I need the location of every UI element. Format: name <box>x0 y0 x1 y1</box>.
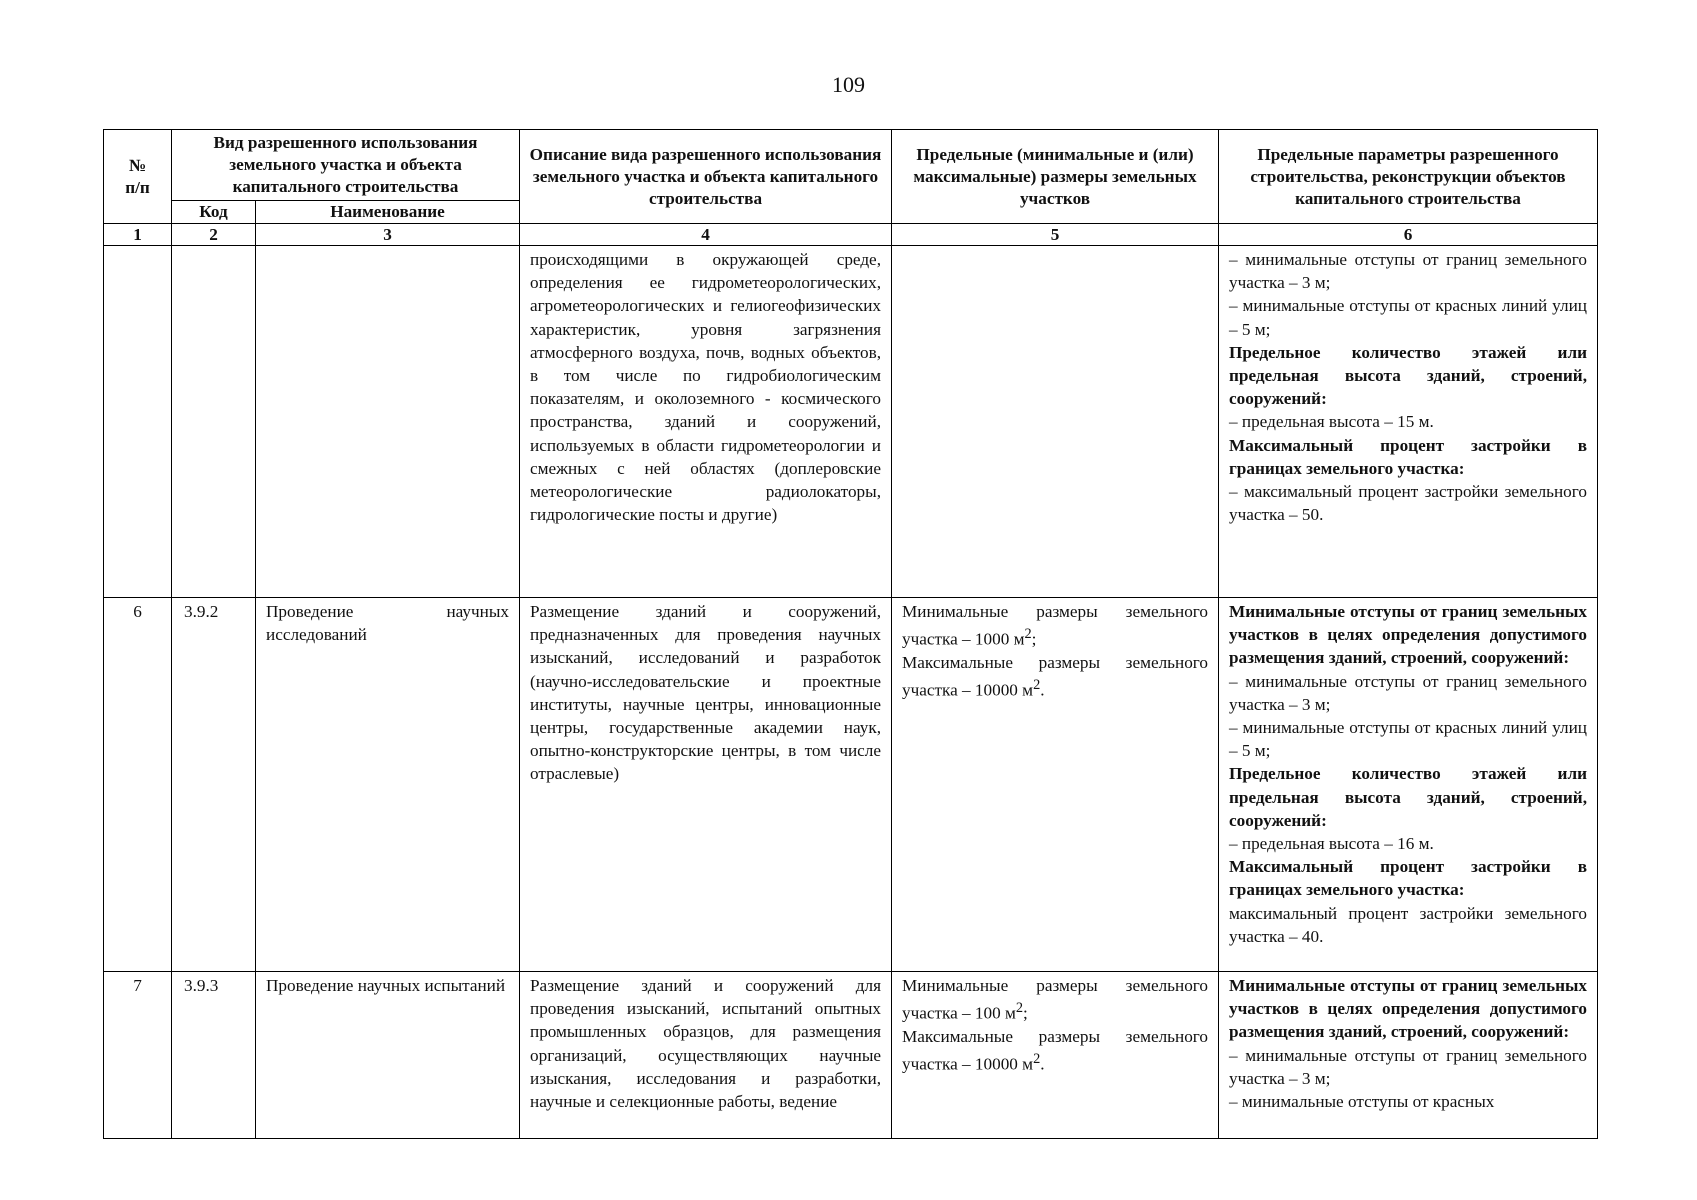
size-max-tail: . <box>1040 1055 1045 1075</box>
param-heading: Предельное количество этажей или предельная высота зданий, строений, сооружений: <box>1229 764 1587 830</box>
header-plot-size: Предельные (минимальные и (или) максимальные) размеры земельных участков <box>892 130 1219 224</box>
size-min-tail: ; <box>1023 1003 1028 1023</box>
column-number: 3 <box>256 224 520 246</box>
row-name: Проведение научных испытаний <box>256 972 520 1139</box>
row-build-params <box>1219 246 1598 598</box>
row-plot-size <box>892 972 1219 1139</box>
size-line <box>902 651 1208 702</box>
size-max-sup: 2 <box>1033 677 1041 694</box>
param-line: – минимальные отступы от границ земельного участка – 3 м; <box>1229 250 1587 293</box>
size-min-text: Минимальные размеры земельного участка – 100 м <box>902 976 1208 1023</box>
header-description: Описание вида разрешенного использования земельного участка и объекта капитального строительства <box>520 130 892 224</box>
size-min-sup: 2 <box>1024 626 1032 643</box>
row-code: 3.9.2 <box>172 598 256 972</box>
param-line: – минимальные отступы от границ земельного участка – 3 м; <box>1229 1045 1587 1088</box>
header-num-line1: № <box>128 155 147 175</box>
table-row-7 <box>104 972 1598 1139</box>
header-num-line2: п/п <box>125 177 150 197</box>
size-min-sup: 2 <box>1015 1000 1024 1017</box>
size-min-tail: ; <box>1031 629 1037 649</box>
column-number: 4 <box>520 224 892 246</box>
param-heading: Минимальные отступы от границ земельных участков в целях определения допустимого размещения зданий, строений, сооружений: <box>1229 602 1587 668</box>
column-number: 5 <box>892 224 1219 246</box>
param-line: – предельная высота – 16 м. <box>1229 834 1434 854</box>
row-number: 6 <box>104 598 172 972</box>
row-description: Размещение зданий и сооружений, предназначенных для проведения научных изысканий, исследований и разработок (научно-исследовательские и проектные институты, научные центры, инновационные центры, государственные академии наук, опытно-конструкторские центры, в том числе отраслевые) <box>520 598 892 972</box>
param-line: – минимальные отступы от границ земельного участка – 3 м; <box>1229 671 1587 714</box>
size-max-sup: 2 <box>1033 1051 1041 1068</box>
header-build-params: Предельные параметры разрешенного строительства, реконструкции объектов капитального строительства <box>1219 130 1598 224</box>
size-max-tail: . <box>1040 681 1045 701</box>
column-number: 1 <box>104 224 172 246</box>
row-description: происходящими в окружающей среде, определения ее гидрометеорологических, агрометеорологических и гелиогеофизических характеристик, уровня загрязнения атмосферного воздуха, почв, водных объектов, в том числе по гидробиологическим показателям, и околоземного - космического пространства, зданий и сооружений, используемых в области гидрометеорологии и смежных с ней областях (доплеровские метеорологические радиолокаторы, гидрологические посты и другие) <box>520 246 892 598</box>
row-name: Проведение научных исследований <box>256 598 520 972</box>
size-max-text: Максимальные размеры земельного участка – 10000 м <box>902 653 1208 701</box>
page-number: 109 <box>832 72 865 97</box>
row-build-params <box>1219 598 1598 972</box>
param-line: максимальный процент застройки земельного участка – 40. <box>1229 903 1587 946</box>
land-use-table <box>103 129 1598 1139</box>
size-min-text: Минимальные размеры земельного участка – 1000 м <box>902 602 1208 649</box>
param-heading: Предельное количество этажей или предельная высота зданий, строений, сооружений: <box>1229 342 1587 409</box>
param-line: – минимальные отступы от красных линий улиц – 5 м; <box>1229 718 1587 761</box>
size-line <box>902 1025 1208 1076</box>
row-build-params <box>1219 972 1598 1139</box>
param-heading: Максимальный процент застройки в границах земельного участка: <box>1229 857 1587 900</box>
param-line: – минимальные отступы от красных линий улиц – 5 м; <box>1229 296 1587 339</box>
header-use-type: Вид разрешенного использования земельного участка и объекта капитального строительства <box>172 130 520 201</box>
column-number-row <box>104 224 1598 246</box>
row-plot-size <box>892 598 1219 972</box>
param-heading: Минимальные отступы от границ земельных участков в целях определения допустимого размещения зданий, строений, сооружений: <box>1229 976 1587 1042</box>
row-plot-size <box>892 246 1219 598</box>
row-name <box>256 246 520 598</box>
table-row-continuation <box>104 246 1598 598</box>
row-description: Размещение зданий и сооружений для проведения изысканий, испытаний опытных промышленных образцов, для размещения организаций, осуществляющих научные изыскания, исследования и разработки, научные и селекционные работы, ведение <box>520 972 892 1139</box>
param-line: – минимальные отступы от красных <box>1229 1092 1495 1112</box>
row-code <box>172 246 256 598</box>
row-number <box>104 246 172 598</box>
param-line: – предельная высота – 15 м. <box>1229 412 1434 432</box>
row-number: 7 <box>104 972 172 1139</box>
size-line <box>902 974 1208 1025</box>
header-num <box>104 130 172 224</box>
column-number: 2 <box>172 224 256 246</box>
row-code: 3.9.3 <box>172 972 256 1139</box>
header-name: Наименование <box>256 201 520 224</box>
table-row-6 <box>104 598 1598 972</box>
column-number: 6 <box>1219 224 1598 246</box>
size-line <box>902 600 1208 651</box>
param-heading: Максимальный процент застройки в границах земельного участка: <box>1229 435 1587 478</box>
header-code: Код <box>172 201 256 224</box>
size-max-text: Максимальные размеры земельного участка – 10000 м <box>902 1027 1208 1075</box>
param-line: – максимальный процент застройки земельного участка – 50. <box>1229 482 1587 525</box>
